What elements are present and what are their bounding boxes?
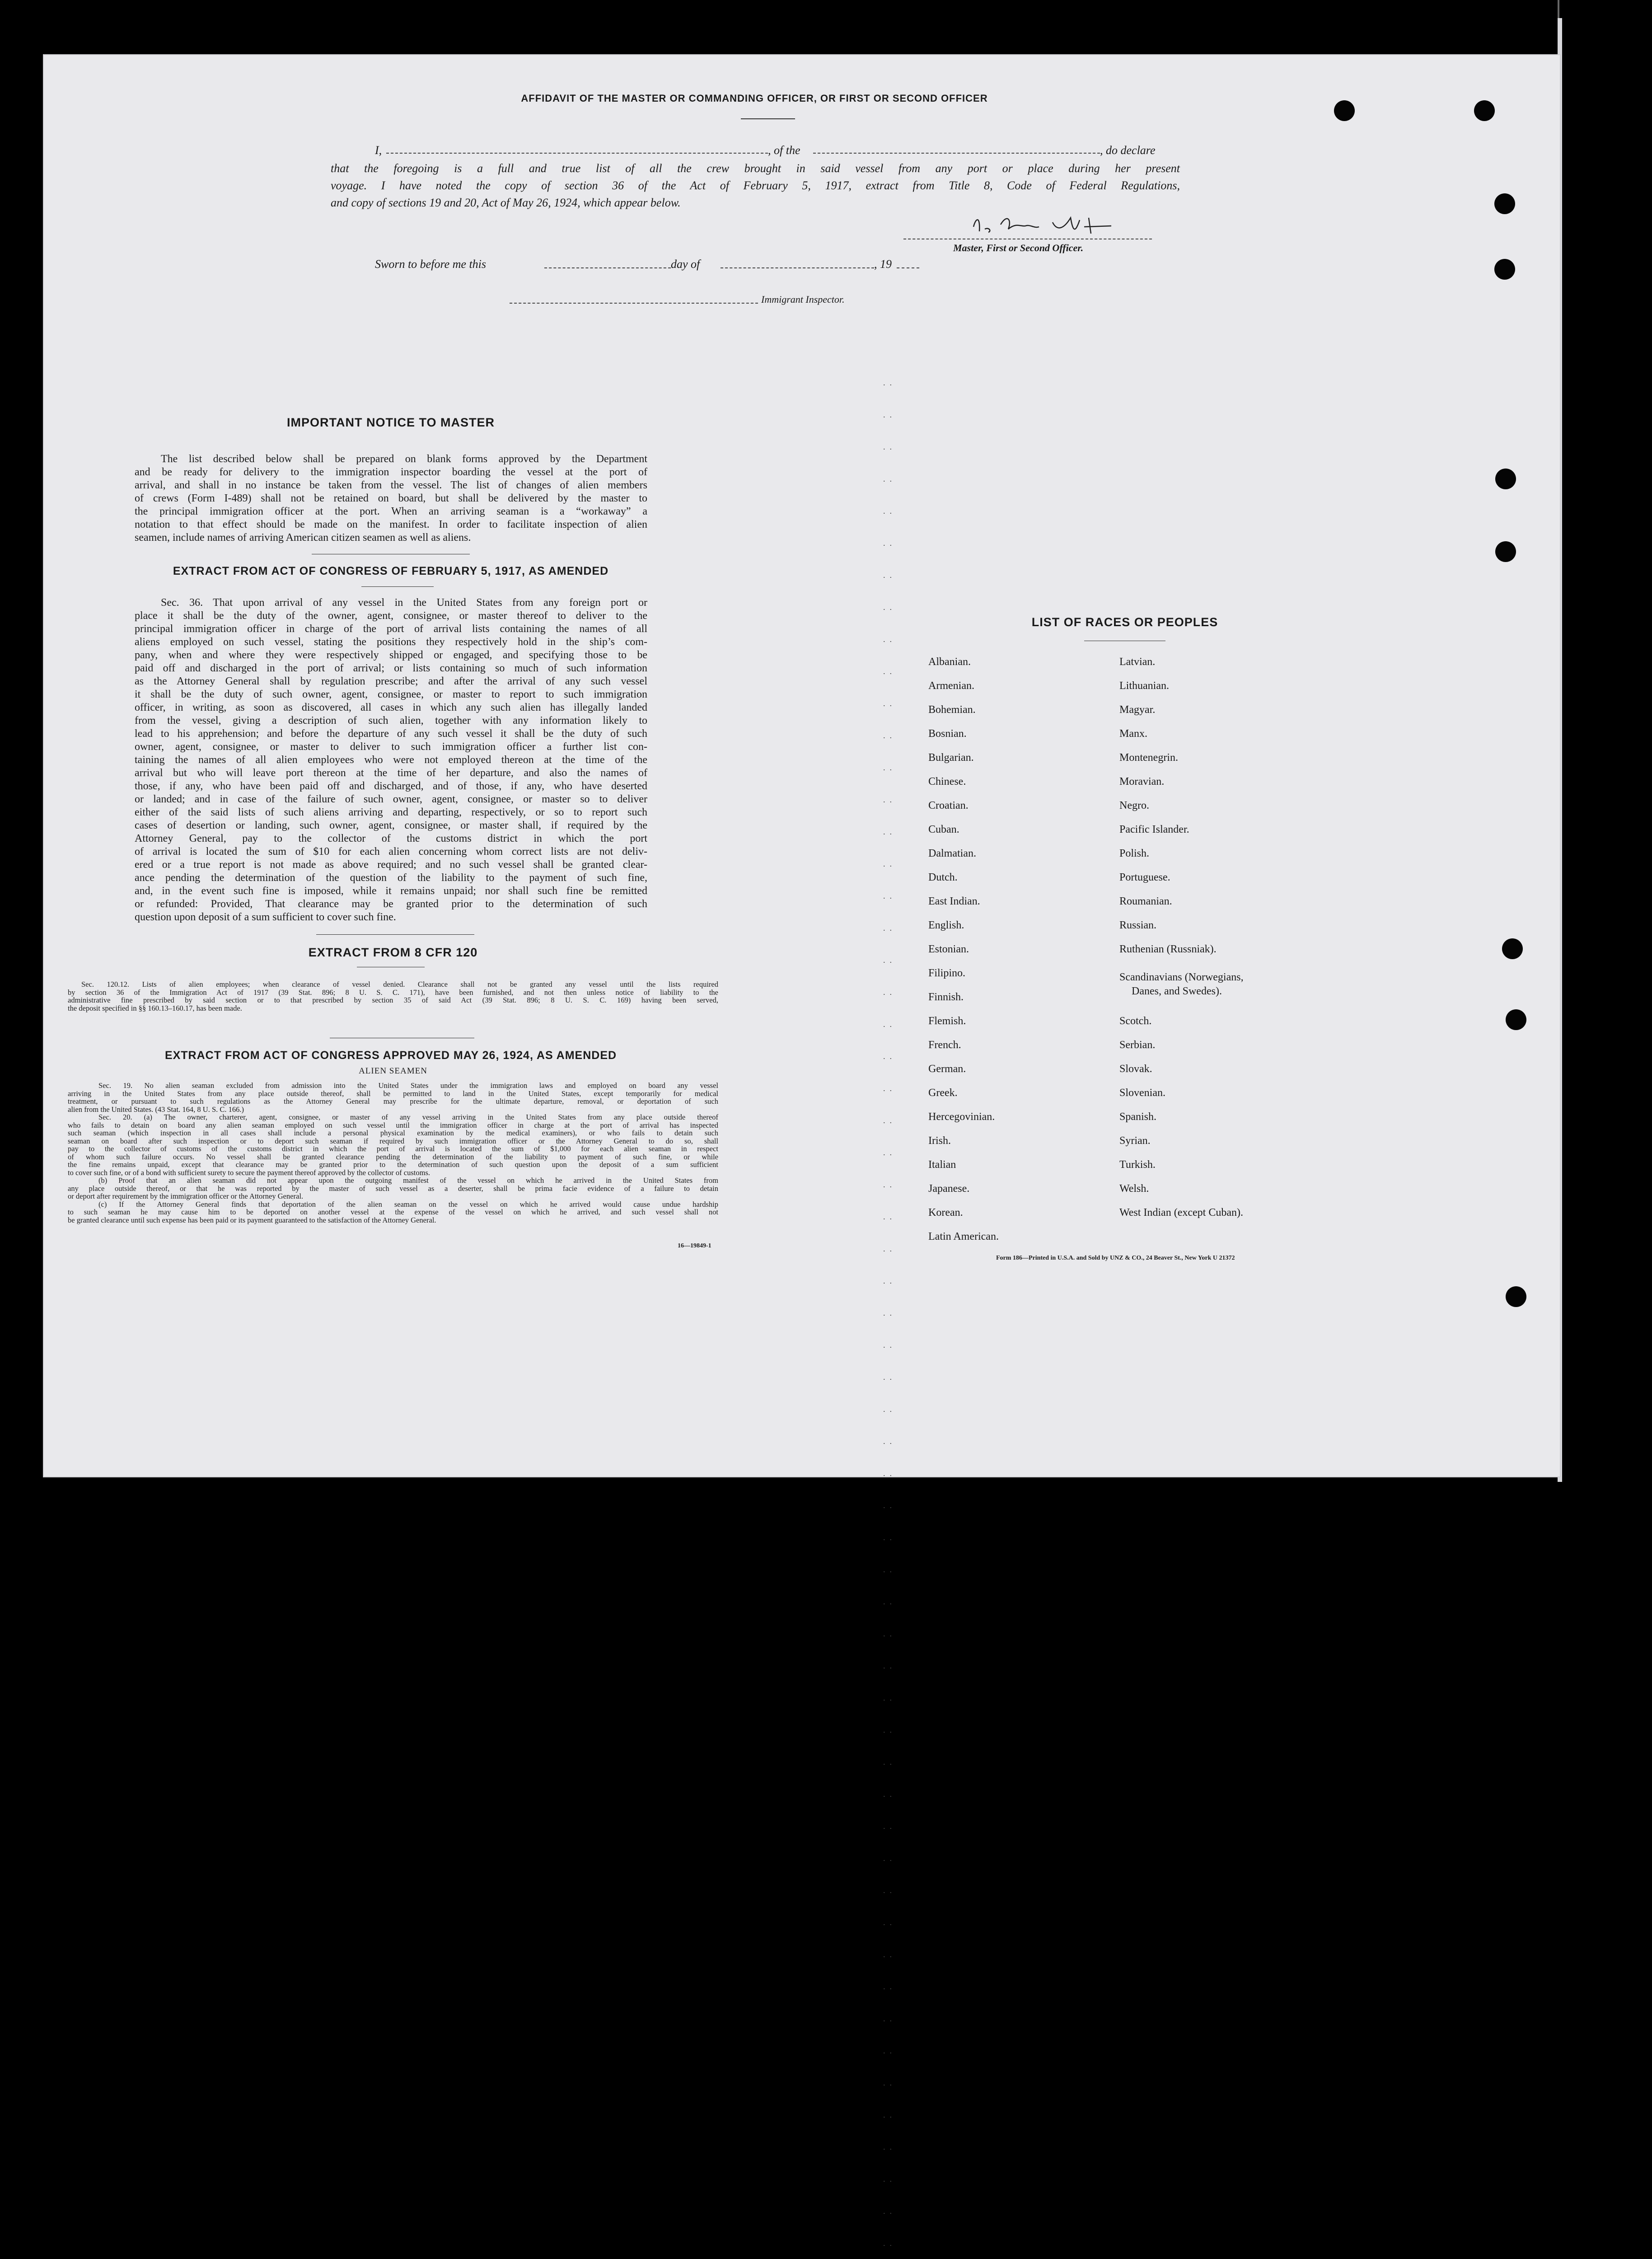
- punch-hole: [1495, 541, 1516, 562]
- affidavit-line-3: and copy of sections 19 and 20, Act of May 26, 1924, which appear below.: [331, 196, 681, 209]
- cfr-line: administrative fine prescribed by said section or to that prescribed by section 35 of said Act (39 Stat. 896; 8 U. S. C. 169) having been served,: [68, 996, 718, 1004]
- extract-1924-line: arriving in the United States from any place outside thereof, shall be permitted to land in the United States, except temporarily for medical: [68, 1089, 718, 1098]
- race-right-item: Roumanian.: [1119, 895, 1172, 907]
- notice-line: The list described below shall be prepared on blank forms approved by the Department: [161, 453, 647, 465]
- sworn-year-blank[interactable]: [897, 267, 919, 268]
- race-left-item: Greek.: [928, 1087, 958, 1099]
- race-right-item: Latvian.: [1119, 656, 1156, 668]
- extract-1924-line: alien from the United States. (43 Stat. 164, 8 U. S. C. 166.): [68, 1105, 244, 1114]
- notice-line: of crews (Form I-489) shall not be retained on board, but shall be delivered by the master to: [135, 492, 647, 504]
- race-left-item: Cuban.: [928, 824, 959, 835]
- race-right-item: Magyar.: [1119, 704, 1156, 716]
- race-right-item: Negro.: [1119, 800, 1149, 811]
- extract-1924-line: to cover such fine, or of a bond with sufficient surety to secure the payment thereof approved by the collector of customs.: [68, 1168, 430, 1177]
- extract-line: Sec. 36. That upon arrival of any vessel in the United States from any foreign port or: [161, 597, 647, 609]
- race-right-item: Ruthenian (Russniak).: [1119, 943, 1217, 955]
- extract-line: aliens employed on such vessel, stating the positions they respectively hold in the ship’s com-: [135, 636, 647, 648]
- race-left-item: German.: [928, 1063, 966, 1075]
- race-right-item: Lithuanian.: [1119, 680, 1169, 692]
- extract-line: from the vessel, giving a description of such alien, together with any information likely to: [135, 715, 647, 726]
- extract-line: or refunded: Provided, That clearance may be granted prior to the determination of such: [135, 898, 647, 910]
- signature: [967, 209, 1129, 245]
- cfr-line: Sec. 120.12. Lists of alien employees; when clearance of vessel denied. Clearance shall not be granted any vessel until the lists required: [81, 980, 718, 989]
- race-right-item: West Indian (except Cuban).: [1119, 1207, 1243, 1219]
- race-left-item: Latin American.: [928, 1231, 999, 1242]
- affidavit-line-1: that the foregoing is a full and true list of all the crew brought in said vessel from any port or place during her present: [331, 162, 1180, 175]
- race-left-item: Dalmatian.: [928, 848, 976, 859]
- race-right-item: Slovenian.: [1119, 1087, 1165, 1099]
- race-right-item: Turkish.: [1119, 1159, 1156, 1171]
- race-left-item: Dutch.: [928, 872, 958, 883]
- vessel-blank[interactable]: [813, 153, 1100, 154]
- extract-line: or landed; and in case of the failure of such owner, agent, consignee, or master so to deliver: [135, 793, 647, 805]
- extract-1924-line: Sec. 20. (a) The owner, charterer, agent, consignee, or master of any vessel arriving in the United States from any place outside thereof: [98, 1113, 718, 1121]
- race-right-item: Welsh.: [1119, 1183, 1149, 1195]
- extract-1924-text: [68, 1082, 718, 1224]
- divider: [316, 934, 474, 935]
- notice-text: [135, 453, 647, 544]
- race-right-item: Polish.: [1119, 848, 1150, 859]
- extract-1924-line: be granted clearance until such expense has been paid or its payment guaranteed to the satisfaction of the Attorney General.: [68, 1215, 436, 1224]
- day-of-label: day of: [671, 258, 700, 271]
- race-left-item: Armenian.: [928, 680, 974, 692]
- affidavit-line-2: voyage. I have noted the copy of section 36 of the Act of February 5, 1917, extract from Title 8, Code of Federal Regulations,: [331, 179, 1180, 192]
- extract-1924-line: (c) If the Attorney General finds that deportation of the alien seaman on the vessel on which he arrived would cause undue hardship: [98, 1200, 718, 1209]
- extract-1924-line: to such seaman he may cause him to be deported on another vessel at the expense of the vessel on which he arrived, and such vessel shall not: [68, 1208, 718, 1216]
- extract-line: as the Attorney General shall by regulation prescribe; and after the arrival of any such vessel: [135, 675, 647, 687]
- extract-1924-subtitle: ALIEN SEAMEN: [359, 1066, 427, 1076]
- race-right-item: Serbian.: [1119, 1039, 1156, 1051]
- notice-title: IMPORTANT NOTICE TO MASTER: [287, 416, 495, 429]
- extract-1917-title: EXTRACT FROM ACT OF CONGRESS OF FEBRUARY 5, 1917, AS AMENDED: [173, 565, 609, 577]
- race-left-item: Filipino.: [928, 967, 966, 979]
- sworn-month-blank[interactable]: [721, 267, 874, 268]
- race-left-item: Bohemian.: [928, 704, 976, 716]
- race-left-item: Finnish.: [928, 991, 964, 1003]
- extract-1924-line: Sec. 19. No alien seaman excluded from admission into the United States under the immigration laws and employed on board any vessel: [98, 1081, 718, 1090]
- race-left-item: Bosnian.: [928, 728, 967, 740]
- race-right-item: Danes, and Swedes).: [1132, 985, 1222, 997]
- extract-line: Attorney General, pay to the collector of the customs district in which the port: [135, 833, 647, 844]
- race-left-item: Korean.: [928, 1207, 963, 1219]
- extract-line: cases of desertion or landing, such owner, agent, consignee, or master shall, if required by the: [135, 820, 647, 831]
- extract-1924-line: treatment, or pursuant to such regulations as the Attorney General may prescribe for the ultimate departure, removal, or deportation of such: [68, 1097, 718, 1106]
- affidavit-title: AFFIDAVIT OF THE MASTER OR COMMANDING OFFICER, OR FIRST OR SECOND OFFICER: [521, 93, 988, 104]
- leader-dots: .. .. .. .. .. .. .. .. .. .. .. .. .. .. .. .. .. .. .. .. .. .. .. .. .. .. .. .. .. .. .. .. .. .. .. .. .. .. .. .. .. .. .. .. .. .. .. .. .. .. .. .. .. .. .. .. .. .. ..: [883, 378, 896, 2248]
- notice-line: arrival, and shall in no instance be taken from the vessel. The list of changes of alien members: [135, 479, 647, 491]
- extract-1924-line: any place outside thereof, or that he was reported by the master of such vessel as a deserter, shall be prima facie evidence of a failure to detain: [68, 1184, 718, 1193]
- extract-line: owner, agent, consignee, or master to deliver to such immigration officer a further list con-: [135, 741, 647, 753]
- inspector-blank[interactable]: [510, 303, 758, 304]
- race-left-item: English.: [928, 919, 964, 931]
- extract-line: question upon deposit of a sum sufficient to cover such fine.: [135, 911, 396, 923]
- extract-1924-line: or deport after requirement by the immigration officer or the Attorney General.: [68, 1192, 304, 1200]
- extract-line: pany, when and where they were respectively shipped or engaged, and specifying those to be: [135, 649, 647, 661]
- punch-hole: [1506, 1009, 1526, 1030]
- print-code: 16—19849-1: [678, 1242, 711, 1249]
- race-right-item: Spanish.: [1119, 1111, 1157, 1123]
- of-the-label: , of the: [768, 144, 800, 157]
- punch-hole: [1502, 938, 1523, 959]
- punch-hole: [1495, 469, 1516, 489]
- extract-1924-line: of whom such failure occurs. No vessel shall be granted clearance pending the determination of the liability to payment of such fine, or while: [68, 1152, 718, 1161]
- notice-line: the principal immigration officer at the port. When an arriving seaman is a “workaway” a: [135, 506, 647, 517]
- cfr-line: by section 36 of the Immigration Act of 1917 (39 Stat. 896; 8 U. S. C. 171), have been furnished, and not then unless notice of liability to the: [68, 988, 718, 997]
- cfr-title: EXTRACT FROM 8 CFR 120: [308, 946, 478, 959]
- extract-line: principal immigration officer in charge of the port of arrival lists containing the names of all: [135, 623, 647, 635]
- signer-label: Master, First or Second Officer.: [953, 242, 1084, 253]
- race-left-item: Estonian.: [928, 943, 969, 955]
- punch-hole: [1506, 1286, 1526, 1307]
- do-declare-label: , do declare: [1100, 144, 1156, 157]
- race-right-item: Moravian.: [1119, 776, 1165, 787]
- extract-1924-line: who fails to detain on board any alien seaman employed on such vessel until the immigration officer in charge at the port of arrival has inspected: [68, 1120, 718, 1130]
- divider: [741, 118, 795, 119]
- race-left-item: Bulgarian.: [928, 752, 974, 764]
- frame-edge: [1558, 0, 1559, 18]
- race-right-item: Scandinavians (Norwegians,: [1119, 971, 1244, 983]
- race-right-item: Scotch.: [1119, 1015, 1152, 1027]
- sworn-day-blank[interactable]: [544, 267, 671, 268]
- race-right-item: Russian.: [1119, 919, 1157, 931]
- extract-line: it shall be the duty of such owner, agent, consignee, or master to report to such immigration: [135, 689, 647, 700]
- extract-line: arrival but who will leave port thereon at the time of her departure, and also the names of: [135, 767, 647, 779]
- race-left-item: Croatian.: [928, 800, 969, 811]
- extract-1924-line: the fine remains unpaid, except that clearance may be granted prior to the determination of such question upon the deposit of a sum sufficient: [68, 1160, 718, 1169]
- notice-line: seamen, include names of arriving American citizen seamen as well as aliens.: [135, 532, 471, 544]
- races-title: LIST OF RACES OR PEOPLES: [1031, 615, 1218, 629]
- extract-1924-line: pay to the collector of customs of the customs district in which the port of arrival is located the sum of $1,000 for each alien seaman in respect: [68, 1144, 718, 1153]
- race-left-item: Flemish.: [928, 1015, 966, 1027]
- race-right-item: Manx.: [1119, 728, 1147, 740]
- sworn-label: Sworn to before me this: [375, 258, 487, 271]
- race-left-item: Japanese.: [928, 1183, 970, 1195]
- notice-line: notation to that effect should be made on the manifest. In order to facilitate inspection of alien: [135, 519, 647, 530]
- race-right-item: Syrian.: [1119, 1135, 1151, 1147]
- punch-hole: [1494, 193, 1515, 214]
- name-blank[interactable]: [386, 153, 768, 154]
- race-right-item: Slovak.: [1119, 1063, 1152, 1075]
- year-label: , 19: [874, 258, 892, 271]
- extract-line: ance pending the determination of the question of the liability to the payment of such fine,: [135, 872, 647, 884]
- extract-line: officer, in writing, as soon as discovered, all cases in which any such alien has illegally landed: [135, 702, 647, 713]
- extract-1917-text: [135, 596, 647, 924]
- punch-hole: [1474, 100, 1495, 121]
- extract-line: of arrival is located the sum of $10 for each alien concerning whom correct lists are not deliv-: [135, 846, 647, 858]
- punch-hole: [1334, 100, 1355, 121]
- inspector-label: Immigrant Inspector.: [761, 294, 845, 305]
- extract-line: and, in the event such fine is imposed, while it remains unpaid; nor shall such fine be remitted: [135, 885, 647, 897]
- race-right-item: Pacific Islander.: [1119, 824, 1189, 835]
- extract-line: either of the said lists of such aliens arriving and departing, respectively, or so to report such: [135, 806, 647, 818]
- race-left-item: Irish.: [928, 1135, 951, 1147]
- extract-1924-line: such seaman (which inspection in all cases shall include a personal physical examination by the medical examiners), or who fails to detain such: [68, 1129, 718, 1137]
- race-left-item: French.: [928, 1039, 961, 1051]
- race-left-item: Chinese.: [928, 776, 966, 787]
- race-right-item: Montenegrin.: [1119, 752, 1178, 764]
- extract-line: lead to his apprehension; and before the departure of any such vessel it shall be the duty of such: [135, 728, 647, 740]
- form-note: Form 186—Printed in U.S.A. and Sold by UNZ & CO., 24 Beaver St., New York U 21372: [996, 1255, 1235, 1261]
- extract-1924-line: (b) Proof that an alien seaman did not appear upon the outgoing manifest of the vessel on which he arrived in the United States from: [98, 1176, 718, 1185]
- race-left-item: Hercegovinian.: [928, 1111, 995, 1123]
- extract-line: paid off and discharged in the port of arrival; or lists containing so much of such information: [135, 662, 647, 674]
- notice-line: and be ready for delivery to the immigration inspector boarding the vessel at the port of: [135, 466, 647, 478]
- extract-line: taining the names of all alien employees who were not employed thereon at the time of the: [135, 754, 647, 766]
- race-right-item: Portuguese.: [1119, 872, 1170, 883]
- cfr-text: [68, 980, 718, 1012]
- cfr-line: the deposit specified in §§ 160.13–160.17, has been made.: [68, 1003, 242, 1012]
- extract-1924-line: seaman on board after such inspection or to deport such seaman if required by such immigration officer or the Attorney General to do so, shall: [68, 1136, 718, 1145]
- extract-line: place it shall be the duty of the owner, agent, consignee, or master thereof to deliver to the: [135, 610, 647, 622]
- divider: [361, 586, 434, 587]
- race-left-item: Italian: [928, 1159, 956, 1171]
- race-left-item: East Indian.: [928, 895, 980, 907]
- extract-line: those, if any, who have been paid off and discharged, and of those, if any, who have deserted: [135, 780, 647, 792]
- affidavit-i-label: I,: [375, 144, 382, 157]
- punch-hole: [1494, 259, 1515, 280]
- extract-1924-title: EXTRACT FROM ACT OF CONGRESS APPROVED MAY 26, 1924, AS AMENDED: [164, 1049, 617, 1062]
- extract-line: ered or a true report is not made as above required; and no such vessel shall be granted clear-: [135, 859, 647, 871]
- race-left-item: Albanian.: [928, 656, 971, 668]
